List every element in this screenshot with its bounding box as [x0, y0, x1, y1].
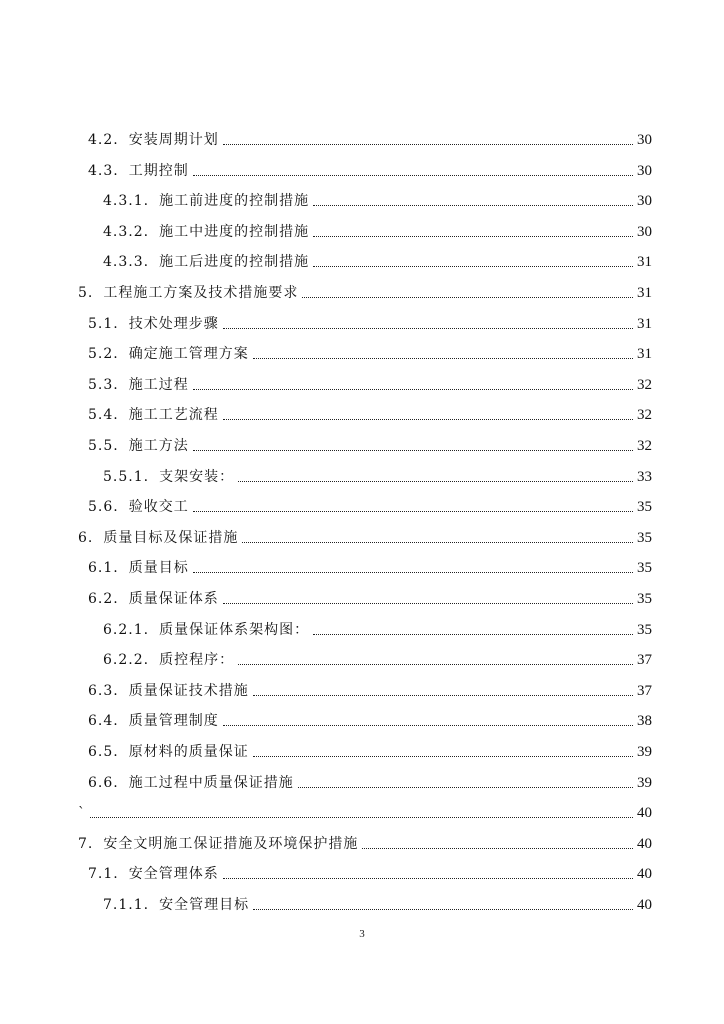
toc-entry-title: 质量目标及保证措施: [103, 529, 239, 546]
toc-entry-title: 工程施工方案及技术措施要求: [103, 285, 299, 301]
toc-entry[interactable]: [78, 278, 652, 302]
toc-entry[interactable]: [88, 431, 652, 455]
toc-entry-number: 5.5.1.: [103, 468, 150, 485]
toc-entry-page-number: 31: [637, 254, 652, 271]
toc-entry-page-number: 32: [637, 438, 652, 454]
toc-entry-page-number: 35: [637, 621, 652, 638]
toc-entry-page-number: 40: [637, 897, 652, 913]
toc-entry-page-number: 31: [637, 346, 652, 363]
toc-entry[interactable]: [103, 645, 652, 669]
toc-entry[interactable]: [88, 768, 652, 792]
toc-entry[interactable]: [103, 186, 652, 210]
toc-entry-title: 安全管理目标: [159, 897, 250, 913]
toc-dot-leader: [223, 878, 633, 879]
toc-dot-leader: [193, 572, 633, 573]
toc-entry-title: 安装周期计划: [128, 132, 219, 148]
toc-entry-page-number: 31: [637, 285, 652, 301]
toc-dot-leader: [298, 787, 633, 788]
toc-dot-leader: [223, 725, 633, 726]
toc-entry-number: 5.3.: [88, 376, 119, 393]
toc-entry-title: 验收交工: [128, 499, 189, 516]
toc-entry[interactable]: [103, 890, 652, 914]
toc-entry[interactable]: [103, 615, 652, 639]
toc-entry-number: 4.3.: [88, 162, 119, 179]
toc-dot-leader: [223, 144, 633, 145]
toc-entry-page-number: 35: [637, 591, 652, 607]
toc-entry-page-number: 39: [637, 774, 652, 791]
toc-entry-number: 6.: [78, 529, 94, 546]
toc-dot-leader: [253, 909, 633, 910]
toc-entry-title: 原材料的质量保证: [128, 744, 249, 760]
toc-entry[interactable]: [78, 829, 652, 853]
toc-dot-leader: [302, 297, 633, 298]
toc-entry-number: 6.6.: [88, 774, 119, 791]
toc-entry-title: 技术处理步骤: [128, 315, 219, 332]
toc-entry-page-number: 38: [637, 713, 652, 730]
toc-entry-page-number: 30: [637, 162, 652, 179]
toc-dot-leader: [242, 542, 633, 543]
toc-dot-leader: [223, 603, 633, 604]
toc-entry-page-number: 37: [637, 682, 652, 699]
toc-entry-title: 施工工艺流程: [128, 407, 219, 424]
toc-entry-title: 确定施工管理方案: [128, 346, 249, 363]
toc-entry-number: 7.: [78, 835, 94, 852]
toc-dot-leader: [90, 817, 633, 818]
toc-dot-leader: [253, 358, 633, 359]
toc-entry[interactable]: [78, 798, 652, 822]
toc-entry-page-number: 40: [637, 805, 652, 822]
page-number: 3: [359, 928, 365, 940]
toc-entry-title: 施工过程: [128, 376, 189, 393]
toc-dot-leader: [193, 389, 633, 390]
toc-entry[interactable]: [88, 339, 652, 363]
toc-entry[interactable]: [88, 584, 652, 608]
toc-dot-leader: [238, 481, 633, 482]
toc-entry-title: 安全文明施工保证措施及环境保护措施: [103, 835, 359, 852]
toc-entry[interactable]: [88, 156, 652, 180]
toc-entry-number: 5.2.: [88, 346, 119, 363]
toc-entry-title: 工期控制: [128, 162, 189, 179]
toc-dot-leader: [193, 511, 633, 512]
toc-entry-page-number: 35: [637, 529, 652, 546]
toc-entry-number: `: [78, 805, 86, 822]
toc-entry-number: 7.1.: [88, 866, 119, 883]
toc-entry[interactable]: [88, 706, 652, 730]
toc-entry[interactable]: [88, 553, 652, 577]
toc-dot-leader: [253, 695, 633, 696]
toc-entry-title: 安全管理体系: [128, 866, 219, 883]
toc-entry-number: 6.1.: [88, 560, 119, 577]
toc-entry-title: 质量保证体系: [128, 591, 219, 607]
toc-entry-page-number: 30: [637, 193, 652, 210]
toc-dot-leader: [223, 419, 633, 420]
toc-entry-title: 施工方法: [128, 438, 189, 454]
toc-entry-page-number: 31: [637, 315, 652, 332]
toc-entry-number: 5.5.: [88, 438, 119, 454]
toc-entry[interactable]: [88, 492, 652, 516]
toc-entry-title: 施工前进度的控制措施: [159, 193, 310, 210]
toc-entry-number: 4.3.2.: [103, 223, 150, 240]
toc-entry-page-number: 33: [637, 468, 652, 485]
toc-entry-number: 4.3.1.: [103, 193, 150, 210]
toc-entry-number: 5.1.: [88, 315, 119, 332]
toc-entry-number: 6.2.2.: [103, 652, 150, 669]
toc-entry-number: 5.: [78, 285, 94, 301]
toc-entry[interactable]: [88, 309, 652, 333]
toc-dot-leader: [313, 205, 633, 206]
toc-dot-leader: [223, 328, 633, 329]
toc-entry[interactable]: [88, 737, 652, 761]
toc-dot-leader: [362, 848, 633, 849]
toc-entry-page-number: 32: [637, 407, 652, 424]
toc-entry-page-number: 32: [637, 376, 652, 393]
toc-entry-page-number: 40: [637, 866, 652, 883]
toc-entry-title: 施工中进度的控制措施: [159, 223, 310, 240]
toc-entry-number: 6.5.: [88, 744, 119, 760]
toc-entry[interactable]: [103, 217, 652, 241]
toc-dot-leader: [313, 236, 633, 237]
toc-entry-number: 6.2.: [88, 591, 119, 607]
toc-entry-page-number: 30: [637, 223, 652, 240]
toc-entry[interactable]: [103, 247, 652, 271]
toc-dot-leader: [193, 450, 633, 451]
toc-entry[interactable]: [78, 523, 652, 547]
toc-entry[interactable]: [88, 370, 652, 394]
toc-entry-number: 6.3.: [88, 682, 119, 699]
toc-dot-leader: [253, 756, 633, 757]
toc-entry-page-number: 39: [637, 744, 652, 760]
toc-entry[interactable]: [88, 125, 652, 149]
toc-entry[interactable]: [88, 676, 652, 700]
toc-entry-number: 7.1.1.: [103, 897, 150, 913]
toc-entry[interactable]: [103, 462, 652, 486]
toc-entry-number: 4.2.: [88, 132, 119, 148]
toc-entry-number: 5.6.: [88, 499, 119, 516]
toc-entry-title: 施工过程中质量保证措施: [128, 774, 294, 791]
toc-entry-page-number: 30: [637, 132, 652, 148]
toc-entry-number: 5.4.: [88, 407, 119, 424]
toc-entry-title: 质量目标: [128, 560, 189, 577]
toc-entry-title: 质量保证技术措施: [128, 682, 249, 699]
toc-dot-leader: [313, 266, 633, 267]
toc-entry[interactable]: [88, 859, 652, 883]
toc-entry-page-number: 40: [637, 835, 652, 852]
toc-entry-page-number: 35: [637, 560, 652, 577]
toc-entry-title: 质控程序：: [159, 652, 235, 669]
toc-dot-leader: [238, 664, 633, 665]
toc-entry-number: 4.3.3.: [103, 254, 150, 271]
toc-entry-title: 质量管理制度: [128, 713, 219, 730]
toc-dot-leader: [193, 175, 633, 176]
toc-entry[interactable]: [88, 400, 652, 424]
toc-entry-number: 6.2.1.: [103, 621, 150, 638]
toc-entry-page-number: 35: [637, 499, 652, 516]
toc-entry-title: 支架安装：: [159, 468, 235, 485]
toc-entry-title: 施工后进度的控制措施: [159, 254, 310, 271]
toc-dot-leader: [313, 634, 633, 635]
toc-entry-title: 质量保证体系架构图：: [159, 621, 310, 638]
toc-entry-page-number: 37: [637, 652, 652, 669]
toc-entry-number: 6.4.: [88, 713, 119, 730]
